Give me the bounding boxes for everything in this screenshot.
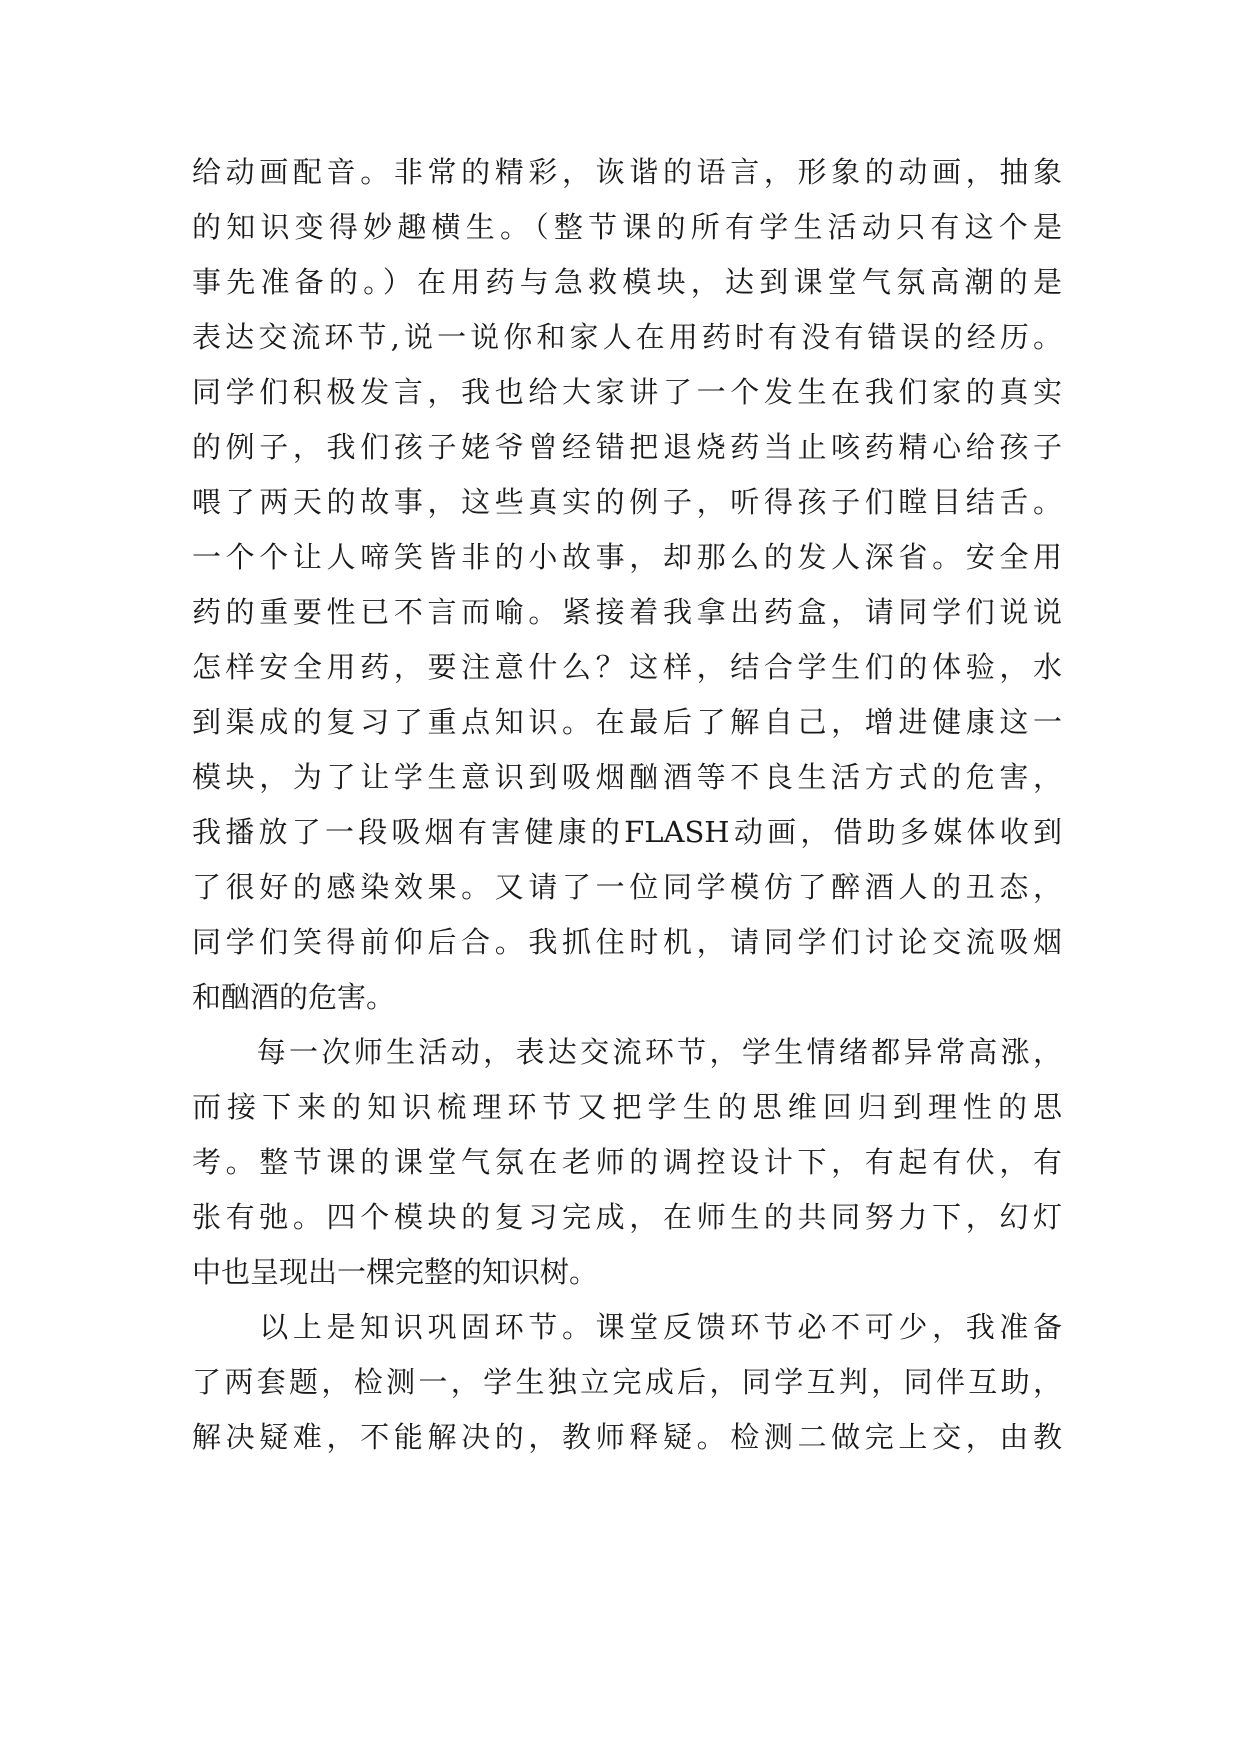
text-line: 喂了两天的故事，这些真实的例子，听得孩子们瞠目结舌。 — [192, 485, 1062, 519]
text-line: 事先准备的。）在用药与急救模块，达到课堂气氛高潮的是 — [192, 265, 1062, 299]
text-line: 表达交流环节,说一说你和家人在用药时有没有错误的经历。 — [192, 320, 1062, 354]
text-line: 怎样安全用药，要注意什么？这样，结合学生们的体验，水 — [192, 650, 1062, 684]
text-line: 以上是知识巩固环节。课堂反馈环节必不可少，我准备 — [192, 1310, 1062, 1344]
text-line: 的知识变得妙趣横生。（整节课的所有学生活动只有这个是 — [192, 210, 1062, 244]
text-line: 的例子，我们孩子姥爷曾经错把退烧药当止咳药精心给孩子 — [192, 430, 1062, 464]
text-line: 到渠成的复习了重点知识。在最后了解自己，增进健康这一 — [192, 705, 1062, 739]
text-line: 模块，为了让学生意识到吸烟酗酒等不良生活方式的危害， — [192, 760, 1062, 794]
text-line: 张有弛。四个模块的复习完成，在师生的共同努力下，幻灯 — [192, 1200, 1062, 1234]
text-line: 每一次师生活动，表达交流环节，学生情绪都异常高涨， — [192, 1035, 1062, 1069]
text-line: 和酗酒的危害。 — [192, 980, 396, 1014]
text-line: 同学们积极发言，我也给大家讲了一个发生在我们家的真实 — [192, 375, 1062, 409]
text-line: 而接下来的知识梳理环节又把学生的思维回归到理性的思 — [192, 1090, 1062, 1124]
text-line: 药的重要性已不言而喻。紧接着我拿出药盒，请同学们说说 — [192, 595, 1062, 629]
text-line: 了两套题，检测一，学生独立完成后，同学互判，同伴互助， — [192, 1365, 1062, 1399]
text-line: 一个个让人啼笑皆非的小故事，却那么的发人深省。安全用 — [192, 540, 1062, 574]
text-line: 我播放了一段吸烟有害健康的FLASH动画，借助多媒体收到 — [192, 815, 1062, 849]
text-line: 给动画配音。非常的精彩，诙谐的语言，形象的动画，抽象 — [192, 155, 1062, 189]
text-line: 同学们笑得前仰后合。我抓住时机，请同学们讨论交流吸烟 — [192, 925, 1062, 959]
text-line: 中也呈现出一棵完整的知识树。 — [192, 1255, 599, 1289]
text-line: 了很好的感染效果。又请了一位同学模仿了醉酒人的丑态， — [192, 870, 1062, 904]
text-line: 考。整节课的课堂气氛在老师的调控设计下，有起有伏，有 — [192, 1145, 1062, 1179]
text-line: 解决疑难，不能解决的，教师释疑。检测二做完上交，由教 — [192, 1420, 1062, 1454]
